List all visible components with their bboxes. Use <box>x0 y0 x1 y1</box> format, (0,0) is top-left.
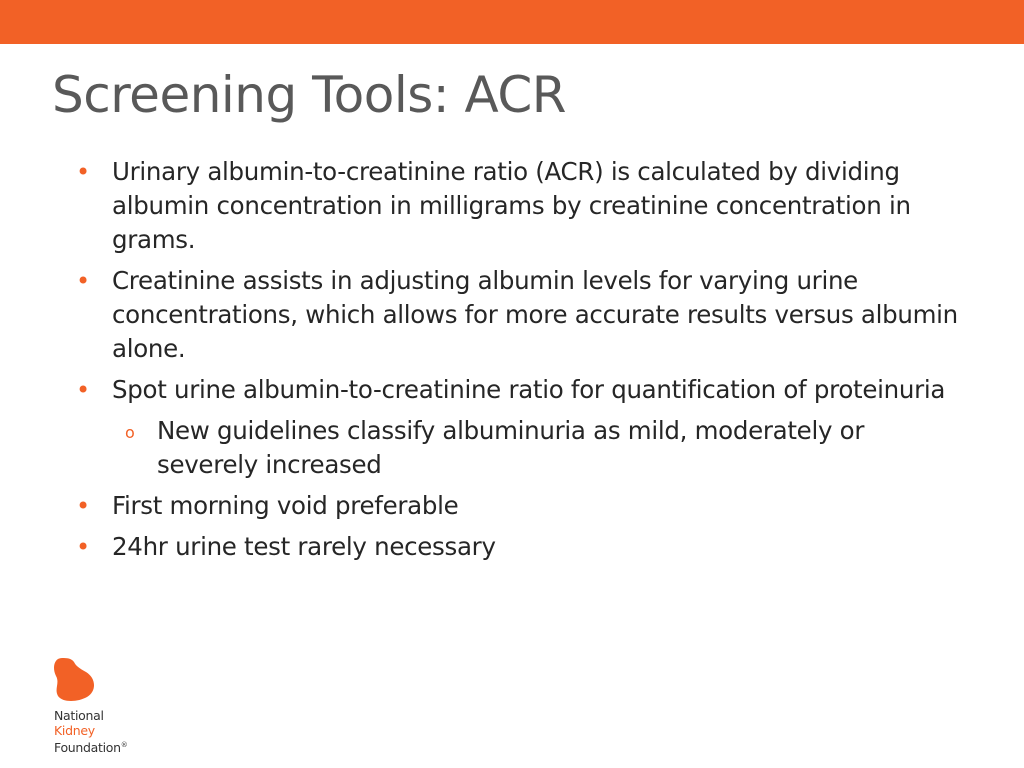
logo-text-kidney: Kidney <box>54 723 95 738</box>
bullet-text: 24hr urine test rarely necessary <box>112 532 496 561</box>
bullet-text: First morning void preferable <box>112 491 459 520</box>
bullet-marker: • <box>76 158 90 186</box>
bullet-marker: • <box>76 376 90 404</box>
sub-bullet-marker: o <box>125 423 135 442</box>
bullet-text: Creatinine assists in adjusting albumin levels for varying urine concentrations, which allows for more accurate results versus albumin alone. <box>112 266 958 363</box>
slide-title: Screening Tools: ACR <box>52 66 566 124</box>
bullet-marker: • <box>76 492 90 520</box>
bullet-item <box>76 264 972 366</box>
bullet-item <box>76 530 972 564</box>
logo-text-foundation <box>54 738 127 755</box>
nkf-logo <box>52 656 162 756</box>
bullet-item <box>76 489 972 523</box>
bullet-text: Urinary albumin-to-creatinine ratio (ACR) is calculated by dividing albumin concentration in milligrams by creatinine concentration in grams. <box>112 157 911 254</box>
logo-foundation-word: Foundation <box>54 740 121 756</box>
logo-text-national: National <box>54 708 104 723</box>
bullet-text: Spot urine albumin-to-creatinine ratio for quantification of proteinuria <box>112 375 946 404</box>
sub-bullet-item <box>125 414 972 482</box>
bullet-marker: • <box>76 267 90 295</box>
trademark-symbol: ® <box>120 741 128 749</box>
bullet-item <box>76 373 972 407</box>
bullet-list <box>76 155 972 571</box>
kidney-icon <box>52 656 98 702</box>
sub-bullet-text: New guidelines classify albuminuria as mild, moderately or severely increased <box>157 416 865 479</box>
bullet-item <box>76 155 972 257</box>
bullet-marker: • <box>76 533 90 561</box>
top-accent-bar <box>0 0 1024 44</box>
